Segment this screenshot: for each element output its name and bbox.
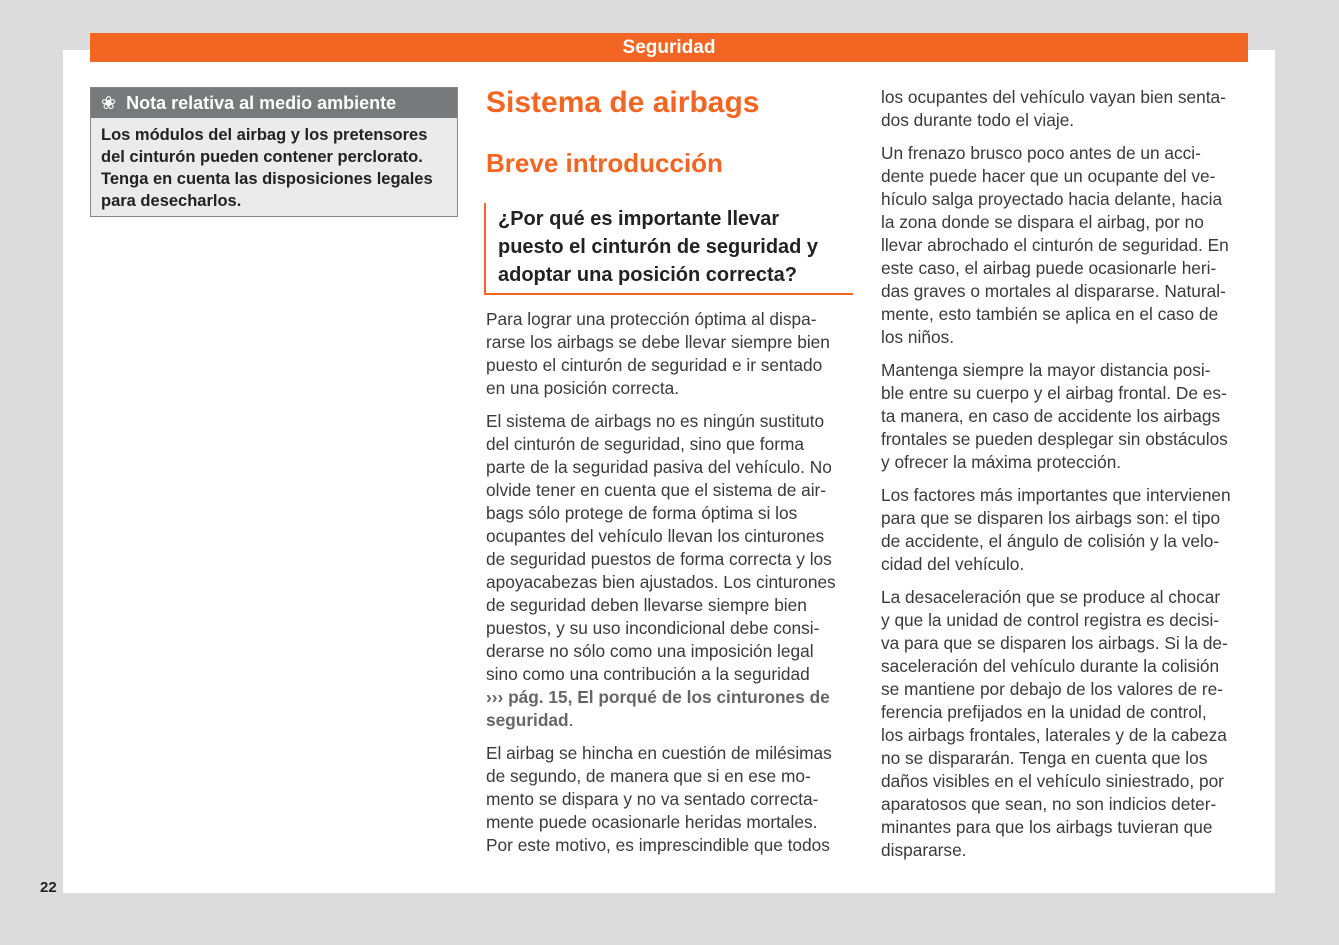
text-line: bags sólo protege de forma óptima si los <box>486 503 798 523</box>
text-line: mente puede ocasionarle heridas mortales. <box>486 812 818 832</box>
paragraph <box>881 586 1251 862</box>
text-line: este caso, el airbag puede ocasionarle heri- <box>881 258 1217 278</box>
column-right <box>881 86 1251 872</box>
text-line: mento se dispara y no va sentado correcta- <box>486 789 819 809</box>
flower-icon: ❀ <box>101 93 117 113</box>
text-line: de seguridad deben llevarse siempre bien <box>486 595 807 615</box>
note-title: Nota relativa al medio ambiente <box>126 93 397 113</box>
text-line: dispararse. <box>881 840 967 860</box>
paragraph <box>881 484 1251 576</box>
text-line: Un frenazo brusco poco antes de un acci- <box>881 143 1201 163</box>
text-line: ¿Por qué es importante llevar <box>498 208 780 230</box>
text-line: apoyacabezas bien ajustados. Los cinturones <box>486 572 836 592</box>
text-line: va para que se disparen los airbags. Si la de- <box>881 633 1228 653</box>
text-line: dente puede hacer que un ocupante del ve- <box>881 166 1216 186</box>
section-header: Seguridad <box>90 33 1248 62</box>
text-line: das graves o mortales al dispararse. Natural- <box>881 281 1226 301</box>
text-line: en una posición correcta. <box>486 378 680 398</box>
text-line: para desecharlos. <box>101 192 242 210</box>
text-line: adoptar una posición correcta? <box>498 264 797 286</box>
text-line: ocupantes del vehículo llevan los cinturones <box>486 526 825 546</box>
text-line: Para lograr una protección óptima al dispa- <box>486 309 817 329</box>
text-line: la zona donde se dispara el airbag, por no <box>881 212 1204 232</box>
text-line: ble entre su cuerpo y el airbag frontal. De es- <box>881 383 1227 403</box>
text-line: ta manera, en caso de accidente los airbags <box>881 406 1221 426</box>
paragraph <box>486 742 856 857</box>
environment-note <box>90 87 458 217</box>
paragraph: El sistema de airbags no es ningún sustituto del cinturón de seguridad, sino que forma parte de la seguridad pasiva del vehículo. No olvide tener en cuenta que el sistema de air- bags sólo protege de forma óptima si los ocupantes del vehículo llevan los cinturones de seguridad puestos de forma correcta y los apoyacabezas bien ajustados. Los cinturones de seguridad deben llevarse siempre bien puestos, y su uso incondicional debe consi- derarse no sólo como una imposición legal sino como una contribución a la seguridad ››› pág. 15, El porqué de los cinturones de seguridad. <box>486 410 856 732</box>
page-reference-link[interactable]: ››› pág. 15, El porqué de los cinturones de <box>486 687 830 707</box>
text-line: saceleración del vehículo durante la colisión <box>881 656 1220 676</box>
text-line: del cinturón pueden contener perclorato. <box>101 148 423 166</box>
paragraph <box>881 86 1251 132</box>
text-line: La desaceleración que se produce al chocar <box>881 587 1221 607</box>
text-line: y que la unidad de control registra es decisi- <box>881 610 1220 630</box>
text-line: El airbag se hincha en cuestión de milésimas <box>486 743 832 763</box>
text-line: los niños. <box>881 327 955 347</box>
text-line: Tenga en cuenta las disposiciones legales <box>101 170 433 188</box>
text-line: para que se disparen los airbags son: el tipo <box>881 508 1221 528</box>
question-heading <box>484 203 853 295</box>
text-line: derarse no sólo como una imposición legal <box>486 641 814 661</box>
text-line: Los factores más importantes que intervienen <box>881 485 1231 505</box>
paragraph <box>881 359 1251 474</box>
text-line: puesto el cinturón de seguridad y <box>498 236 819 258</box>
text-line: parte de la seguridad pasiva del vehículo. No <box>486 457 832 477</box>
text-line: rarse los airbags se debe llevar siempre bien <box>486 332 830 352</box>
paragraph <box>486 308 856 400</box>
text-line: Mantenga siempre la mayor distancia posi- <box>881 360 1211 380</box>
text-line: de seguridad puestos de forma correcta y los <box>486 549 832 569</box>
text-line: de segundo, de manera que si en ese mo- <box>486 766 811 786</box>
text-line: ferencia prefijados en la unidad de control, <box>881 702 1207 722</box>
text-line: sino como una contribución a la seguridad <box>486 664 810 684</box>
text-line: Por este motivo, es imprescindible que todos <box>486 835 830 855</box>
note-header <box>91 88 457 118</box>
page-reference-link-cont[interactable]: seguridad <box>486 710 569 730</box>
text-line: se mantiene por debajo de los valores de re- <box>881 679 1223 699</box>
page-number: 22 <box>40 879 57 896</box>
page-title: Sistema de airbags <box>486 86 760 119</box>
note-body <box>91 118 457 216</box>
text-line: El sistema de airbags no es ningún sustituto <box>486 411 825 431</box>
text-line: cidad del vehículo. <box>881 554 1025 574</box>
text-line: dos durante todo el viaje. <box>881 110 1075 130</box>
text-line: y ofrecer la máxima protección. <box>881 452 1122 472</box>
text-line: aparatosos que sean, no son indicios deter- <box>881 794 1217 814</box>
text-line: los airbags frontales, laterales y de la cabeza <box>881 725 1227 745</box>
column-middle <box>486 308 856 867</box>
text-line: del cinturón de seguridad, sino que forma <box>486 434 804 454</box>
text-line: puesto el cinturón de seguridad e ir sentado <box>486 355 823 375</box>
text-line: daños visibles en el vehículo siniestrado, por <box>881 771 1224 791</box>
text-line: llevar abrochado el cinturón de seguridad. En <box>881 235 1229 255</box>
text-line: puestos, y su uso incondicional debe consi- <box>486 618 820 638</box>
text-line: mente, esto también se aplica en el caso de <box>881 304 1219 324</box>
text-line: los ocupantes del vehículo vayan bien senta- <box>881 87 1226 107</box>
text-line: olvide tener en cuenta que el sistema de air- <box>486 480 827 500</box>
text-line: de accidente, el ángulo de colisión y la velo- <box>881 531 1220 551</box>
paragraph <box>881 142 1251 349</box>
text-line: hículo salga proyectado hacia delante, hacia <box>881 189 1223 209</box>
text-line: Los módulos del airbag y los pretensores <box>101 126 428 144</box>
section-subtitle: Breve introducción <box>486 148 723 178</box>
text-line: frontales se pueden desplegar sin obstáculos <box>881 429 1228 449</box>
text-line: minantes para que los airbags tuvieran que <box>881 817 1213 837</box>
text-line: no se dispararán. Tenga en cuenta que los <box>881 748 1208 768</box>
